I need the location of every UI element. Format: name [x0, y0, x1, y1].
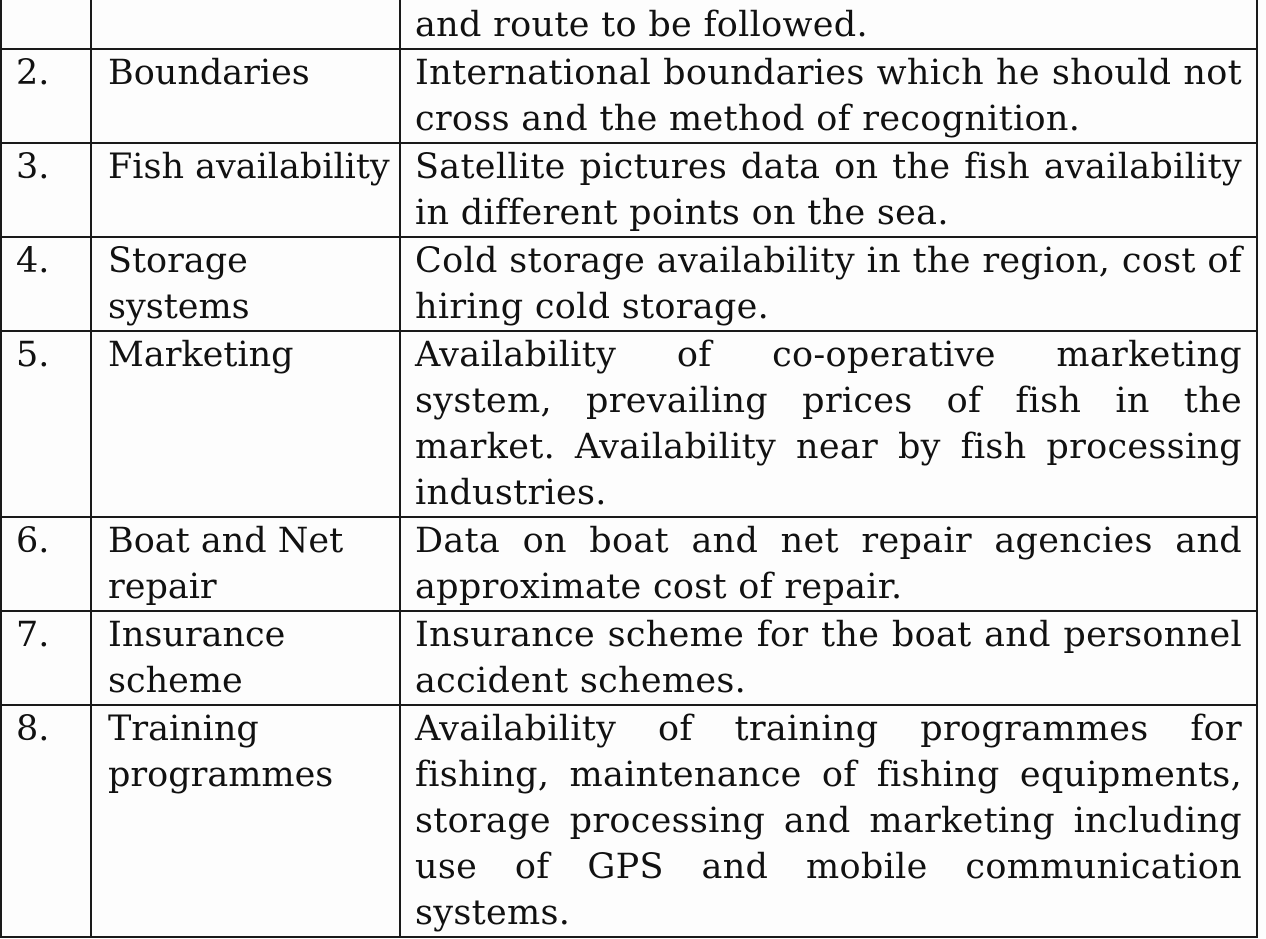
table-row: [1, 143, 1257, 237]
row-item: Boundaries: [91, 49, 400, 143]
row-item: Training programmes: [91, 705, 400, 937]
table-row: [1, 611, 1257, 705]
row-description: Cold storage availability in the region, cost of hiring cold storage.: [400, 237, 1257, 331]
row-item: Boat and Net repair: [91, 517, 400, 611]
table-row: [1, 237, 1257, 331]
row-item: Insurance scheme: [91, 611, 400, 705]
row-description: and route to be followed.: [400, 0, 1257, 49]
row-number: 7.: [1, 611, 91, 705]
row-item: Marketing: [91, 331, 400, 517]
row-description: Satellite pictures data on the fish availability in different points on the sea.: [400, 143, 1257, 237]
row-description: Insurance scheme for the boat and personnel accident schemes.: [400, 611, 1257, 705]
row-number: 5.: [1, 331, 91, 517]
row-item: Fish availability: [91, 143, 400, 237]
row-description: Data on boat and net repair agencies and approximate cost of repair.: [400, 517, 1257, 611]
row-number: 4.: [1, 237, 91, 331]
row-description: International boundaries which he should not cross and the method of recognition.: [400, 49, 1257, 143]
row-description: Availability of training programmes for fishing, maintenance of fishing equipments, storage processing and marketing including use of GPS and mobile communication systems.: [400, 705, 1257, 937]
table-row: [1, 331, 1257, 517]
table-row: [1, 49, 1257, 143]
row-number: 2.: [1, 49, 91, 143]
row-item: [91, 0, 400, 49]
row-description: Availability of co-operative marketing system, prevailing prices of fish in the market. Availability near by fish processing industries.: [400, 331, 1257, 517]
table-row: [1, 705, 1257, 937]
row-number: [1, 0, 91, 49]
row-number: 8.: [1, 705, 91, 937]
table-row: [1, 0, 1257, 49]
row-number: 3.: [1, 143, 91, 237]
table-row: [1, 517, 1257, 611]
row-item: Storage systems: [91, 237, 400, 331]
row-number: 6.: [1, 517, 91, 611]
